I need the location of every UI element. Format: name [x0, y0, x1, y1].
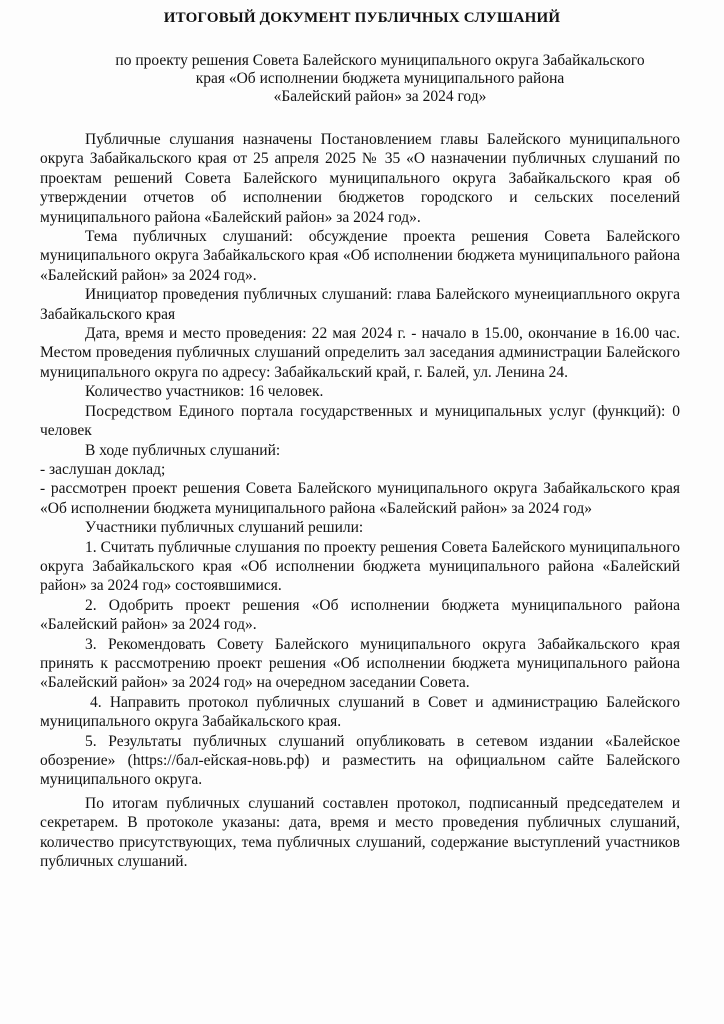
decision-item-3: 3. Рекомендовать Совету Балейского муниципального округа Забайкальского края принять к рассмотрению проект решения «Об исполнении бюджета муниципального района «Балейский район» за 2024 год» на очередном заседании Совета.	[40, 635, 680, 692]
document-subtitle	[60, 52, 700, 106]
decision-item-4: 4. Направить протокол публичных слушаний в Совет и администрацию Балейского муниципального округа Забайкальского края.	[40, 693, 680, 731]
paragraph-initiator: Инициатор проведения публичных слушаний: глава Балейского мунеициапльного округа Забайкальского края	[40, 286, 680, 323]
paragraph-proceedings-heading: В ходе публичных слушаний:	[85, 441, 281, 459]
paragraph-date-place: Дата, время и место проведения: 22 мая 2024 г. - начало в 15.00, окончание в 16.00 час. Местом проведения публичных слушаний определить зал заседания администрации Балейского муниципального округа по адресу: Забайкальский край, г. Балей, ул. Ленина 24.	[40, 325, 680, 381]
decision-item-1: 1. Считать публичные слушания по проекту решения Совета Балейского муниципального округа Забайкальского края «Об исполнении бюджета муниципального района «Балейский район» за 2024 год» состоявшимися.	[40, 538, 680, 595]
report-heard-text: - заслушан доклад;	[40, 460, 166, 478]
document-title: ИТОГОВЫЙ ДОКУМЕНТ ПУБЛИЧНЫХ СЛУШАНИЙ	[163, 10, 561, 26]
paragraph-announcement: Публичные слушания назначены Постановлением главы Балейского муниципального округа Забайкальского края от 25 апреля 2025 № 35 «О назначении публичных слушаний по проектам решений Совета Балейского муниципального округа Забайкальского края об утверждении отчетов об исполнении бюджетов городского и сельских поселений муниципального района «Балейский район» за 2024 год».	[40, 131, 680, 226]
paragraph-decisions-heading: Участники публичных слушаний решили:	[85, 519, 364, 537]
paragraph-protocol: По итогам публичных слушаний составлен протокол, подписанный председателем и секретарем. В протоколе указаны: дата, время и место проведения публичных слушаний, количество присутствующих, тема публичных слушаний, содержание выступлений участников публичных слушаний.	[40, 794, 680, 871]
subtitle-line: края «Об исполнении бюджета муниципального района	[195, 70, 565, 87]
subtitle-line: «Балейский район» за 2024 год»	[273, 88, 487, 105]
subtitle-line: по проекту решения Совета Балейского муниципального округа Забайкальского	[115, 52, 645, 69]
paragraph-project-reviewed: - рассмотрен проект решения Совета Балейского муниципального округа Забайкальского края «Об исполнении бюджета муниципального района «Балейский район» за 2024 год»	[40, 480, 680, 517]
paragraph-topic: Тема публичных слушаний: обсуждение проекта решения Совета Балейского муниципального округа Забайкальского края «Об исполнении бюджета муниципального района «Балейский район» за 2024 год».	[40, 228, 680, 284]
paragraph-report-heard	[40, 460, 680, 479]
document-body	[40, 130, 680, 871]
paragraph-portal-count: Посредством Единого портала государственных и муниципальных услуг (функций): 0 человек	[40, 402, 680, 440]
decision-item-5: 5. Результаты публичных слушаний опубликовать в сетевом издании «Балейское обозрение» (https://бал-ейская-новь.рф) и разместить на официальном сайте Балейского муниципального округа.	[40, 732, 680, 789]
decision-item-2: 2. Одобрить проект решения «Об исполнении бюджета муниципального района «Балейский район» за 2024 год».	[40, 596, 680, 634]
paragraph-participants-count: Количество участников: 16 человек.	[85, 383, 324, 401]
